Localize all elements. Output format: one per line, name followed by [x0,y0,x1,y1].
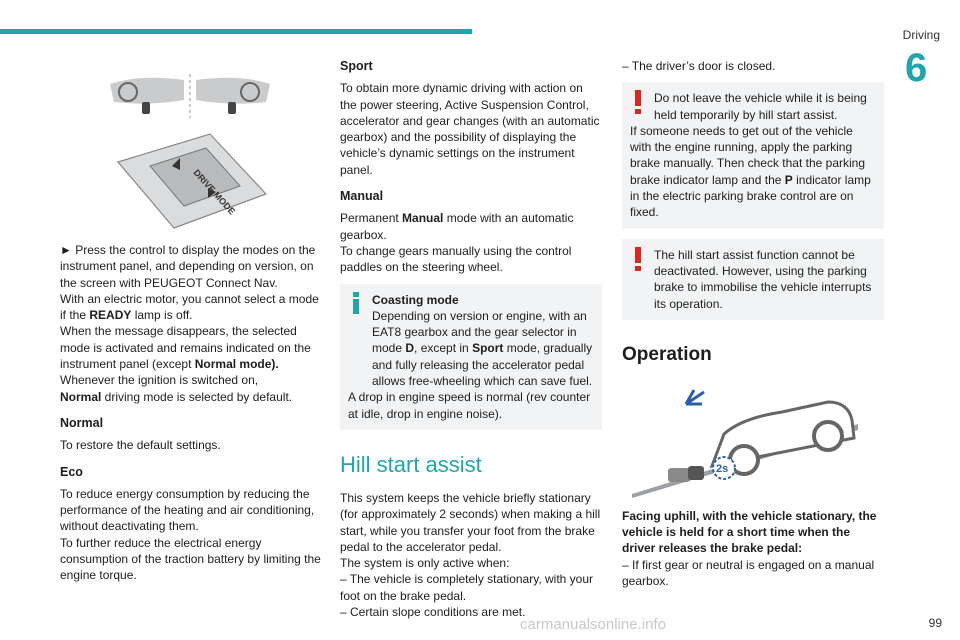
sport-text: To obtain more dynamic driving with action on the power steering, Active Suspension Control, accelerator and gear changes (with an automatic gearbox) and the possibility of displaying the vehicle’s dynamic settings on the instrument panel. [340,81,600,177]
page-number: 99 [928,616,942,630]
direction-arrow-icon [686,390,704,404]
coasting-text-1 [348,308,594,389]
hill-text-1: This system keeps the vehicle briefly stationary (for approximately 2 seconds) when making a hill start, while you transfer your foot from the brake pedal to the accelerator pedal. [340,490,601,554]
disappear-note [60,323,322,372]
watermark: carmanualsonline.info [520,616,666,633]
drive-mode-control-illustration [110,132,272,232]
left-paddle-shape [110,78,184,104]
car-on-slope-illustration [632,380,862,498]
warning-2-text: The hill start assist function cannot be deactivated. However, using the parking brake to immobilise the vehicle interrupts its operation. [654,247,872,311]
header-accent-bar [0,29,472,34]
car-front-wheel [814,422,842,450]
text-span: Permanent [340,211,403,226]
column-1 [60,242,322,584]
warning-exclamation-icon [630,247,646,275]
door-condition: – The driver’s door is closed. [622,59,776,73]
bold-span: Normal mode). [194,357,279,372]
bold-span: D [405,341,415,356]
text-span: lamp is off. [131,308,193,323]
eco-text-2: To further reduce the electrical energy consumption of the traction battery by limiting the engine torque. [60,535,321,583]
text-span: With an electric motor, you cannot select a mode if the [60,291,319,323]
bold-span: Sport [472,341,504,356]
steering-paddles-illustration [100,70,280,122]
bold-span: P [784,172,793,187]
bold-span: Coasting mode [372,292,459,307]
column-2 [340,58,602,620]
manual-heading: Manual [340,189,384,204]
info-icon [348,292,364,318]
text-span: Depending on version or engine, with an EAT8 gearbox and the gear selector in mode [372,308,587,356]
coasting-text-2: A drop in engine speed is normal (rev counter at idle, drop in engine noise). [348,390,591,421]
section-title: Driving [902,28,940,42]
warning-box-2 [622,239,884,320]
eco-heading: Eco [60,464,83,479]
hill-text-2: The system is only active when: [340,556,510,571]
left-hand-icon [142,102,150,114]
facing-uphill-text: Facing uphill, with the vehicle stationary, the vehicle is held for a short time when the driver releases the brake pedal: [622,508,877,556]
drive-mode-label: DRIVE MODE [191,167,238,217]
warning-1-text-a: Do not leave the vehicle while it is being held temporarily by hill start assist. [654,91,867,122]
sport-heading: Sport [340,59,373,73]
ignition-note [60,372,322,405]
coasting-info-box [340,284,602,430]
pedal-icon [668,468,690,482]
coasting-heading [348,292,594,308]
eco-text-1: To reduce energy consumption by reducing the performance of the heating and air conditioning, without deactivating them. [60,486,315,534]
electric-note [60,291,322,324]
press-instruction: ► Press the control to display the modes on the instrument panel, and depending on version, on the screen with PEUGEOT Connect Nav. [60,243,316,290]
text-span: , except in [414,341,473,356]
foot-icon [688,466,704,480]
warning-1-text-b [630,123,876,221]
text-span: If someone needs to get out of the vehicle with the engine running, apply the parking brake manually. Then check that the parking brake indicator lamp and the [630,123,866,187]
bold-span: Manual [402,211,444,226]
hill-list-item-2: – Certain slope conditions are met. [340,605,526,620]
ready-label: READY [89,308,132,323]
hill-start-heading: Hill start assist [340,451,482,477]
warning-box-1 [622,82,884,228]
text-span: Whenever the ignition is switched on, [60,373,259,388]
warning-exclamation-icon [630,90,646,118]
manual-text-2: To change gears manually using the control paddles on the steering wheel. [340,243,572,275]
column-3 [622,58,884,589]
normal-heading: Normal [60,415,104,430]
text-span: When the message disappears, the selected mode is activated and remains indicated on the instrument panel (except [60,324,311,372]
text-span: mode, gradually and fully releasing the accelerator pedal allows free-wheeling which can save fuel. [372,341,593,389]
hill-list-item-1: – The vehicle is completely stationary, with your foot on the brake pedal. [340,572,594,603]
bold-span: Normal [60,389,102,404]
right-hand-icon [228,102,236,114]
operation-heading: Operation [622,343,712,365]
text-span: driving mode is selected by default. [101,389,293,404]
chapter-number: 6 [905,46,928,90]
text-span: mode with an automatic gearbox. [340,211,574,242]
manual-gearbox-text: – If first gear or neutral is engaged on a manual gearbox. [622,557,875,589]
text-span: indicator lamp in the electric parking brake control are on fixed. [630,172,871,220]
normal-text: To restore the default settings. [60,438,221,453]
manual-text [340,210,602,243]
timer-label: 2s [716,462,729,475]
